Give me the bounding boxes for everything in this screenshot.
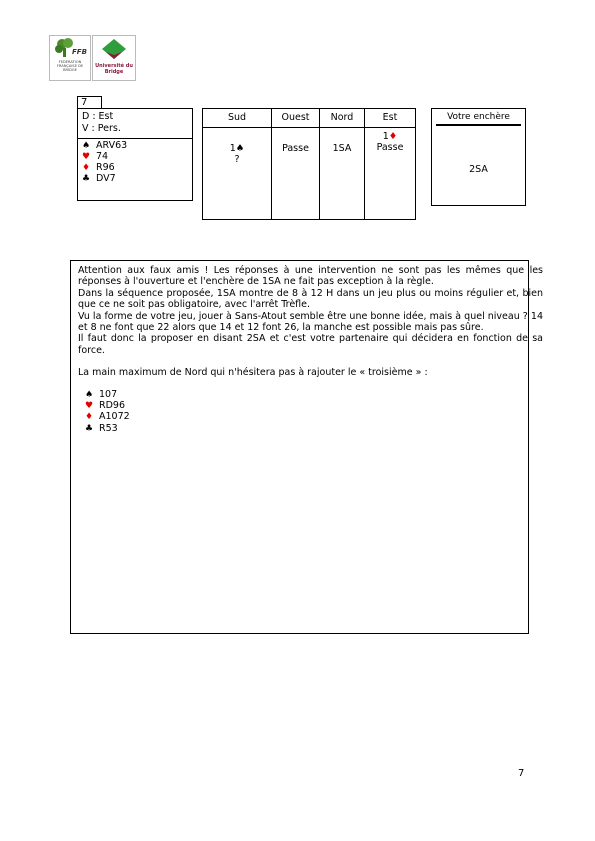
your-bid-box bbox=[431, 108, 526, 206]
vulnerability: V : Pers. bbox=[82, 123, 121, 134]
diamond-icon: ♦ bbox=[85, 412, 94, 423]
spade-icon: ♠ bbox=[85, 389, 94, 400]
comment-paragraph-1: Attention aux faux amis ! Les réponses à une intervention ne sont pas les mêmes que les réponses à l'ouverture et l'enchère de 1SA ne fait pas exception à la règle. bbox=[78, 265, 543, 288]
deal-box bbox=[77, 108, 193, 201]
bid-cell-ouest: Passe bbox=[282, 143, 309, 154]
comment-paragraph-3: Vu la forme de votre jeu, jouer à Sans-Atout semble être une bonne idée, mais à quel niveau ? 14 et 8 ne font que 22 alors que 14 et 12 font 26, la manche est possible mais pas sûre. bbox=[78, 310, 543, 334]
bid-header-ouest: Ouest bbox=[272, 109, 319, 128]
page-number: 7 bbox=[518, 768, 525, 779]
bid-header-est: Est bbox=[365, 109, 415, 128]
max-spade-cards: 107 bbox=[99, 388, 118, 400]
ffb-tree-icon bbox=[50, 36, 90, 60]
max-diamond-cards: A1072 bbox=[99, 411, 130, 423]
bidding-table bbox=[202, 108, 416, 220]
max-hand-intro: La main maximum de Nord qui n'hésitera pas à rajouter le « troisième » : bbox=[78, 367, 428, 379]
heart-cards: 74 bbox=[96, 151, 109, 162]
bid-column-nord bbox=[320, 109, 365, 219]
club-cards: DV7 bbox=[96, 173, 116, 184]
deal-header bbox=[78, 109, 192, 139]
bid-header-nord: Nord bbox=[320, 109, 364, 128]
comment-paragraph-4: Il faut donc la proposer en disant 2SA et c'est votre partenaire qui décidera en fonction de sa force. bbox=[78, 333, 543, 356]
est-pass: Passe bbox=[376, 142, 404, 153]
max-diamonds bbox=[85, 411, 543, 422]
club-icon: ♣ bbox=[85, 423, 94, 434]
max-spades bbox=[85, 389, 543, 400]
hand-diamonds bbox=[82, 162, 192, 173]
est-bid-level: 1 bbox=[382, 131, 389, 142]
ffb-label: FEDERATION FRANÇAISE DE BRIDGE bbox=[56, 60, 84, 72]
bid-cell-nord: 1SA bbox=[332, 143, 352, 154]
max-heart-cards: RD96 bbox=[99, 400, 126, 412]
hand-spades bbox=[82, 140, 192, 151]
diamond-cards: R96 bbox=[96, 162, 115, 173]
heart-icon: ♥ bbox=[85, 401, 94, 412]
diamond-icon: ♦ bbox=[82, 163, 91, 173]
bid-header-sud: Sud bbox=[203, 109, 271, 128]
diamond-icon: ♦ bbox=[388, 131, 398, 142]
hand-clubs bbox=[82, 173, 192, 184]
comment-text bbox=[78, 265, 543, 434]
north-max-hand bbox=[85, 389, 543, 435]
universite-logo bbox=[92, 35, 136, 81]
deal-number: 7 bbox=[77, 96, 102, 109]
max-club-cards: R53 bbox=[99, 422, 118, 434]
bid-column-est bbox=[365, 109, 415, 219]
club-icon: ♣ bbox=[82, 174, 91, 184]
spade-cards: ARV63 bbox=[96, 140, 128, 151]
your-bid-title: Votre enchère bbox=[436, 111, 521, 126]
heart-icon: ♥ bbox=[82, 152, 91, 162]
south-hand bbox=[78, 139, 192, 184]
bid-cell-sud bbox=[203, 128, 271, 165]
header-logos bbox=[49, 35, 135, 79]
comment-box bbox=[70, 260, 543, 634]
spade-icon: ♠ bbox=[82, 141, 91, 151]
dealer: D : Est bbox=[82, 111, 114, 122]
spade-icon: ♠ bbox=[235, 143, 245, 154]
sud-bid-level: 1 bbox=[229, 143, 236, 154]
max-hearts bbox=[85, 400, 543, 411]
universite-label: Université du Bridge bbox=[95, 63, 133, 75]
bid-cell-est bbox=[365, 128, 415, 153]
sud-question: ? bbox=[234, 154, 240, 165]
ffb-logo bbox=[49, 35, 91, 81]
your-bid-value: 2SA bbox=[469, 164, 488, 175]
hand-hearts bbox=[82, 151, 192, 162]
bid-column-sud bbox=[203, 109, 272, 219]
max-clubs bbox=[85, 423, 543, 434]
comment-paragraph-2: Dans la séquence proposée, 1SA montre de 8 à 12 H dans un jeu plus ou moins régulier et, bien que ce ne soit pas obligatoire, avec l'arrêt Trèfle. bbox=[78, 287, 543, 311]
svg-text:FFB: FFB bbox=[72, 48, 87, 56]
bid-column-ouest bbox=[272, 109, 320, 219]
universite-diamond-icon bbox=[93, 36, 135, 62]
